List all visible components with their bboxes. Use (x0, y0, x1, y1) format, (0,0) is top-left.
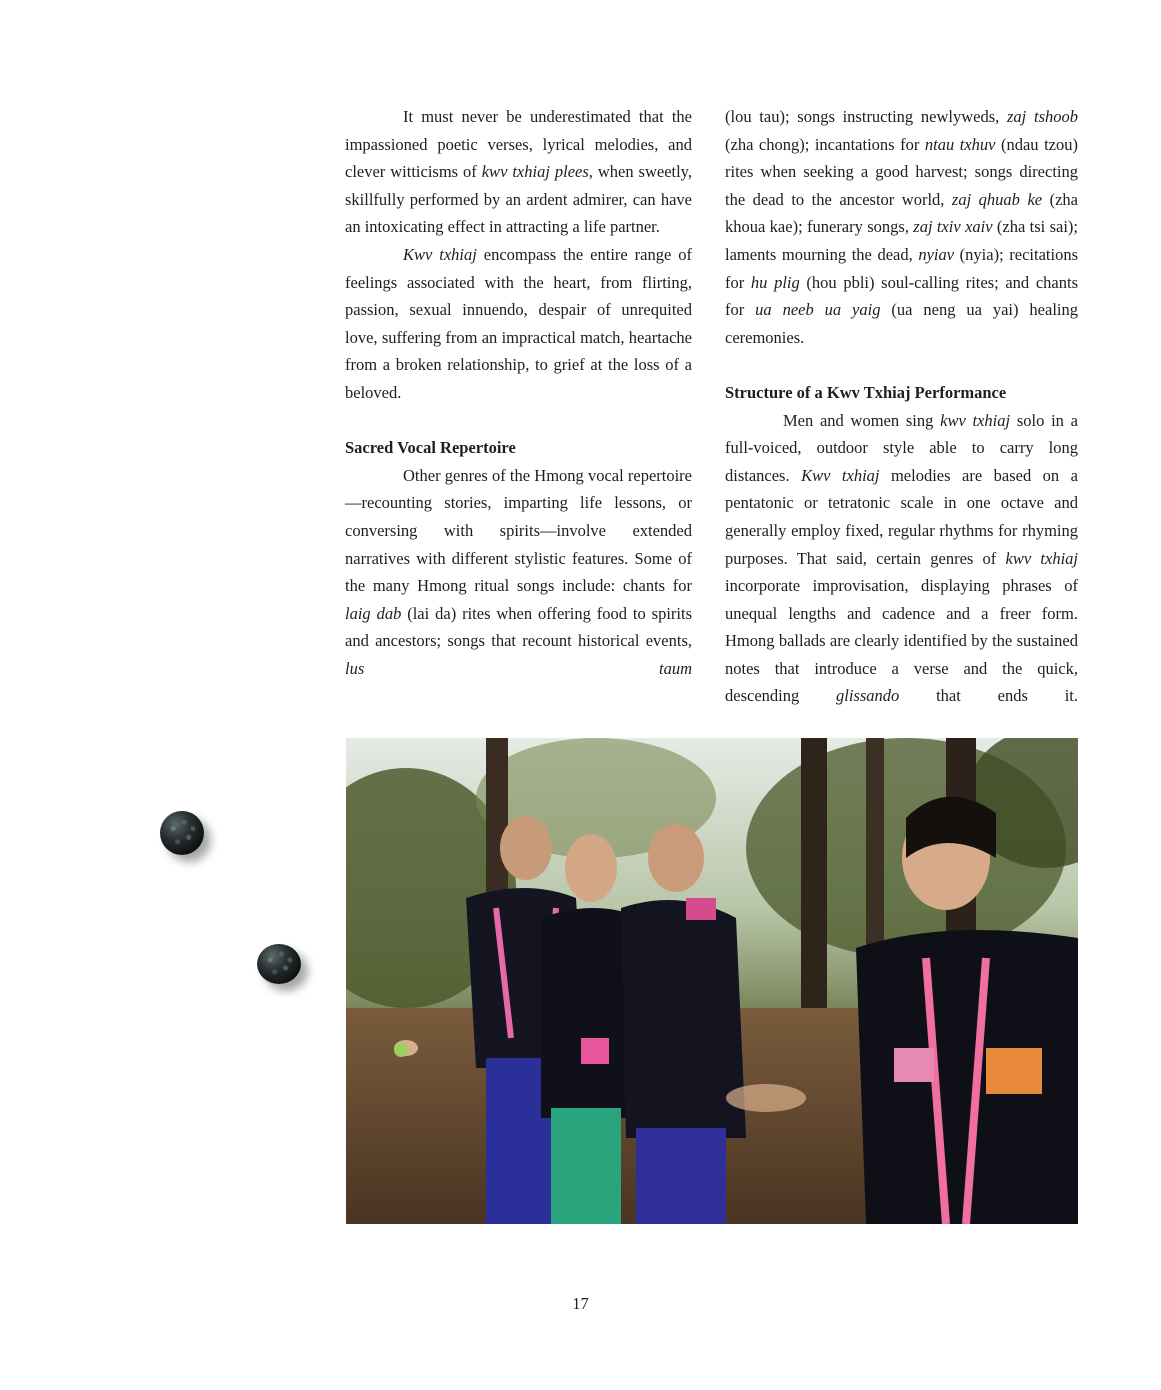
italic-term: zaj tshoob (1007, 107, 1079, 126)
text-run: Men and women sing (783, 410, 941, 430)
italic-term: Kwv txhiaj (801, 465, 880, 485)
text-run: that ends it. (899, 686, 1078, 706)
italic-term: ua neeb ua yaig (755, 300, 881, 320)
italic-term: Kwv txhiaj (403, 244, 477, 264)
italic-term: hu plig (750, 272, 800, 292)
text-run: (lai da) rites when offering food to spirits and ancestors; songs that recount historical events, (345, 603, 693, 651)
photo-singers-in-forest (346, 738, 1078, 1224)
text-run: , when sweetly, skillfully performed by an ardent admirer, can have an intoxicating effect in attracting a life partner. (345, 162, 692, 237)
text-run: Other genres of the Hmong vocal repertoire—recounting stories, imparting life lessons, or conversing with spirits—involve extended narratives with different stylistic features. Some of the many Hmong ritual songs include: chants for (345, 465, 692, 596)
text-run: (zha khoua kae); funerary songs, (725, 189, 1078, 237)
paragraph (725, 103, 1078, 351)
page-number: 17 (572, 1294, 589, 1313)
italic-term: ntau txhuv (924, 134, 996, 154)
text-run: incorporate improvisation, displaying phrases of unequal lengths and cadence and a freer form. Hmong ballads are clearly identified by the sustained notes that introduce a verse and the quick, descending (725, 576, 1078, 706)
text-run: encompass the entire range of feelings associated with the heart, from flirting, passion, sexual innuendo, despair of unrequited love, suffering from an impractical match, heartache from a broken relationship, to grief at the loss of a beloved. (345, 244, 692, 402)
text-run: solo in a full-voiced, outdoor style able to carry long distances. (725, 410, 1078, 485)
italic-term: glissando (836, 686, 900, 706)
italic-term: zaj qhuab ke (951, 189, 1043, 209)
italic-term: lus taum (345, 658, 692, 678)
paragraph (345, 241, 692, 407)
text-run: (ndau tzou) rites when seeking a good harvest; songs directing the dead to the ancestor world, (725, 134, 1078, 209)
text-run: (lou tau); songs instructing newlyweds, (725, 107, 1008, 126)
text-run: melodies are based on a pentatonic or tetratonic scale in one octave and generally employ fixed, regular rhythms for rhyming purposes. That said, certain genres of (725, 465, 1078, 568)
italic-term: kwv txhiaj (1005, 548, 1078, 568)
text-run: (zha chong); incantations for (725, 134, 925, 154)
text-run: the impassioned poetic verses, lyrical melodies, and clever witticisms of (345, 107, 692, 182)
text-column-left (345, 103, 692, 682)
paragraph (345, 462, 692, 683)
embroidered-ball-icon (257, 944, 301, 984)
text-run: It must never be underestimated that (403, 107, 664, 126)
paragraph (345, 103, 692, 241)
italic-term: zaj txiv xaiv (913, 217, 993, 237)
text-run: (hou pbli) soul-calling rites; and chants for (725, 272, 1078, 320)
italic-term: laig dab (345, 603, 402, 623)
italic-term: nyiav (918, 244, 955, 264)
italic-term: kwv txhiaj (940, 410, 1011, 430)
text-column-right (725, 103, 1078, 710)
italic-term: kwv txhiaj plees (481, 162, 589, 182)
embroidered-ball-icon (160, 811, 204, 855)
text-run: (nyia); recitations for (725, 244, 1078, 292)
paragraph (725, 407, 1078, 711)
section-heading: Sacred Vocal Repertoire (345, 438, 516, 458)
text-run: (zha tsi sai); laments mourning the dead, (725, 217, 1078, 264)
section-heading: Structure of a Kwv Txhiaj Performance (725, 382, 1007, 402)
text-run: (ua neng ua yai) healing ceremonies. (725, 300, 1078, 347)
